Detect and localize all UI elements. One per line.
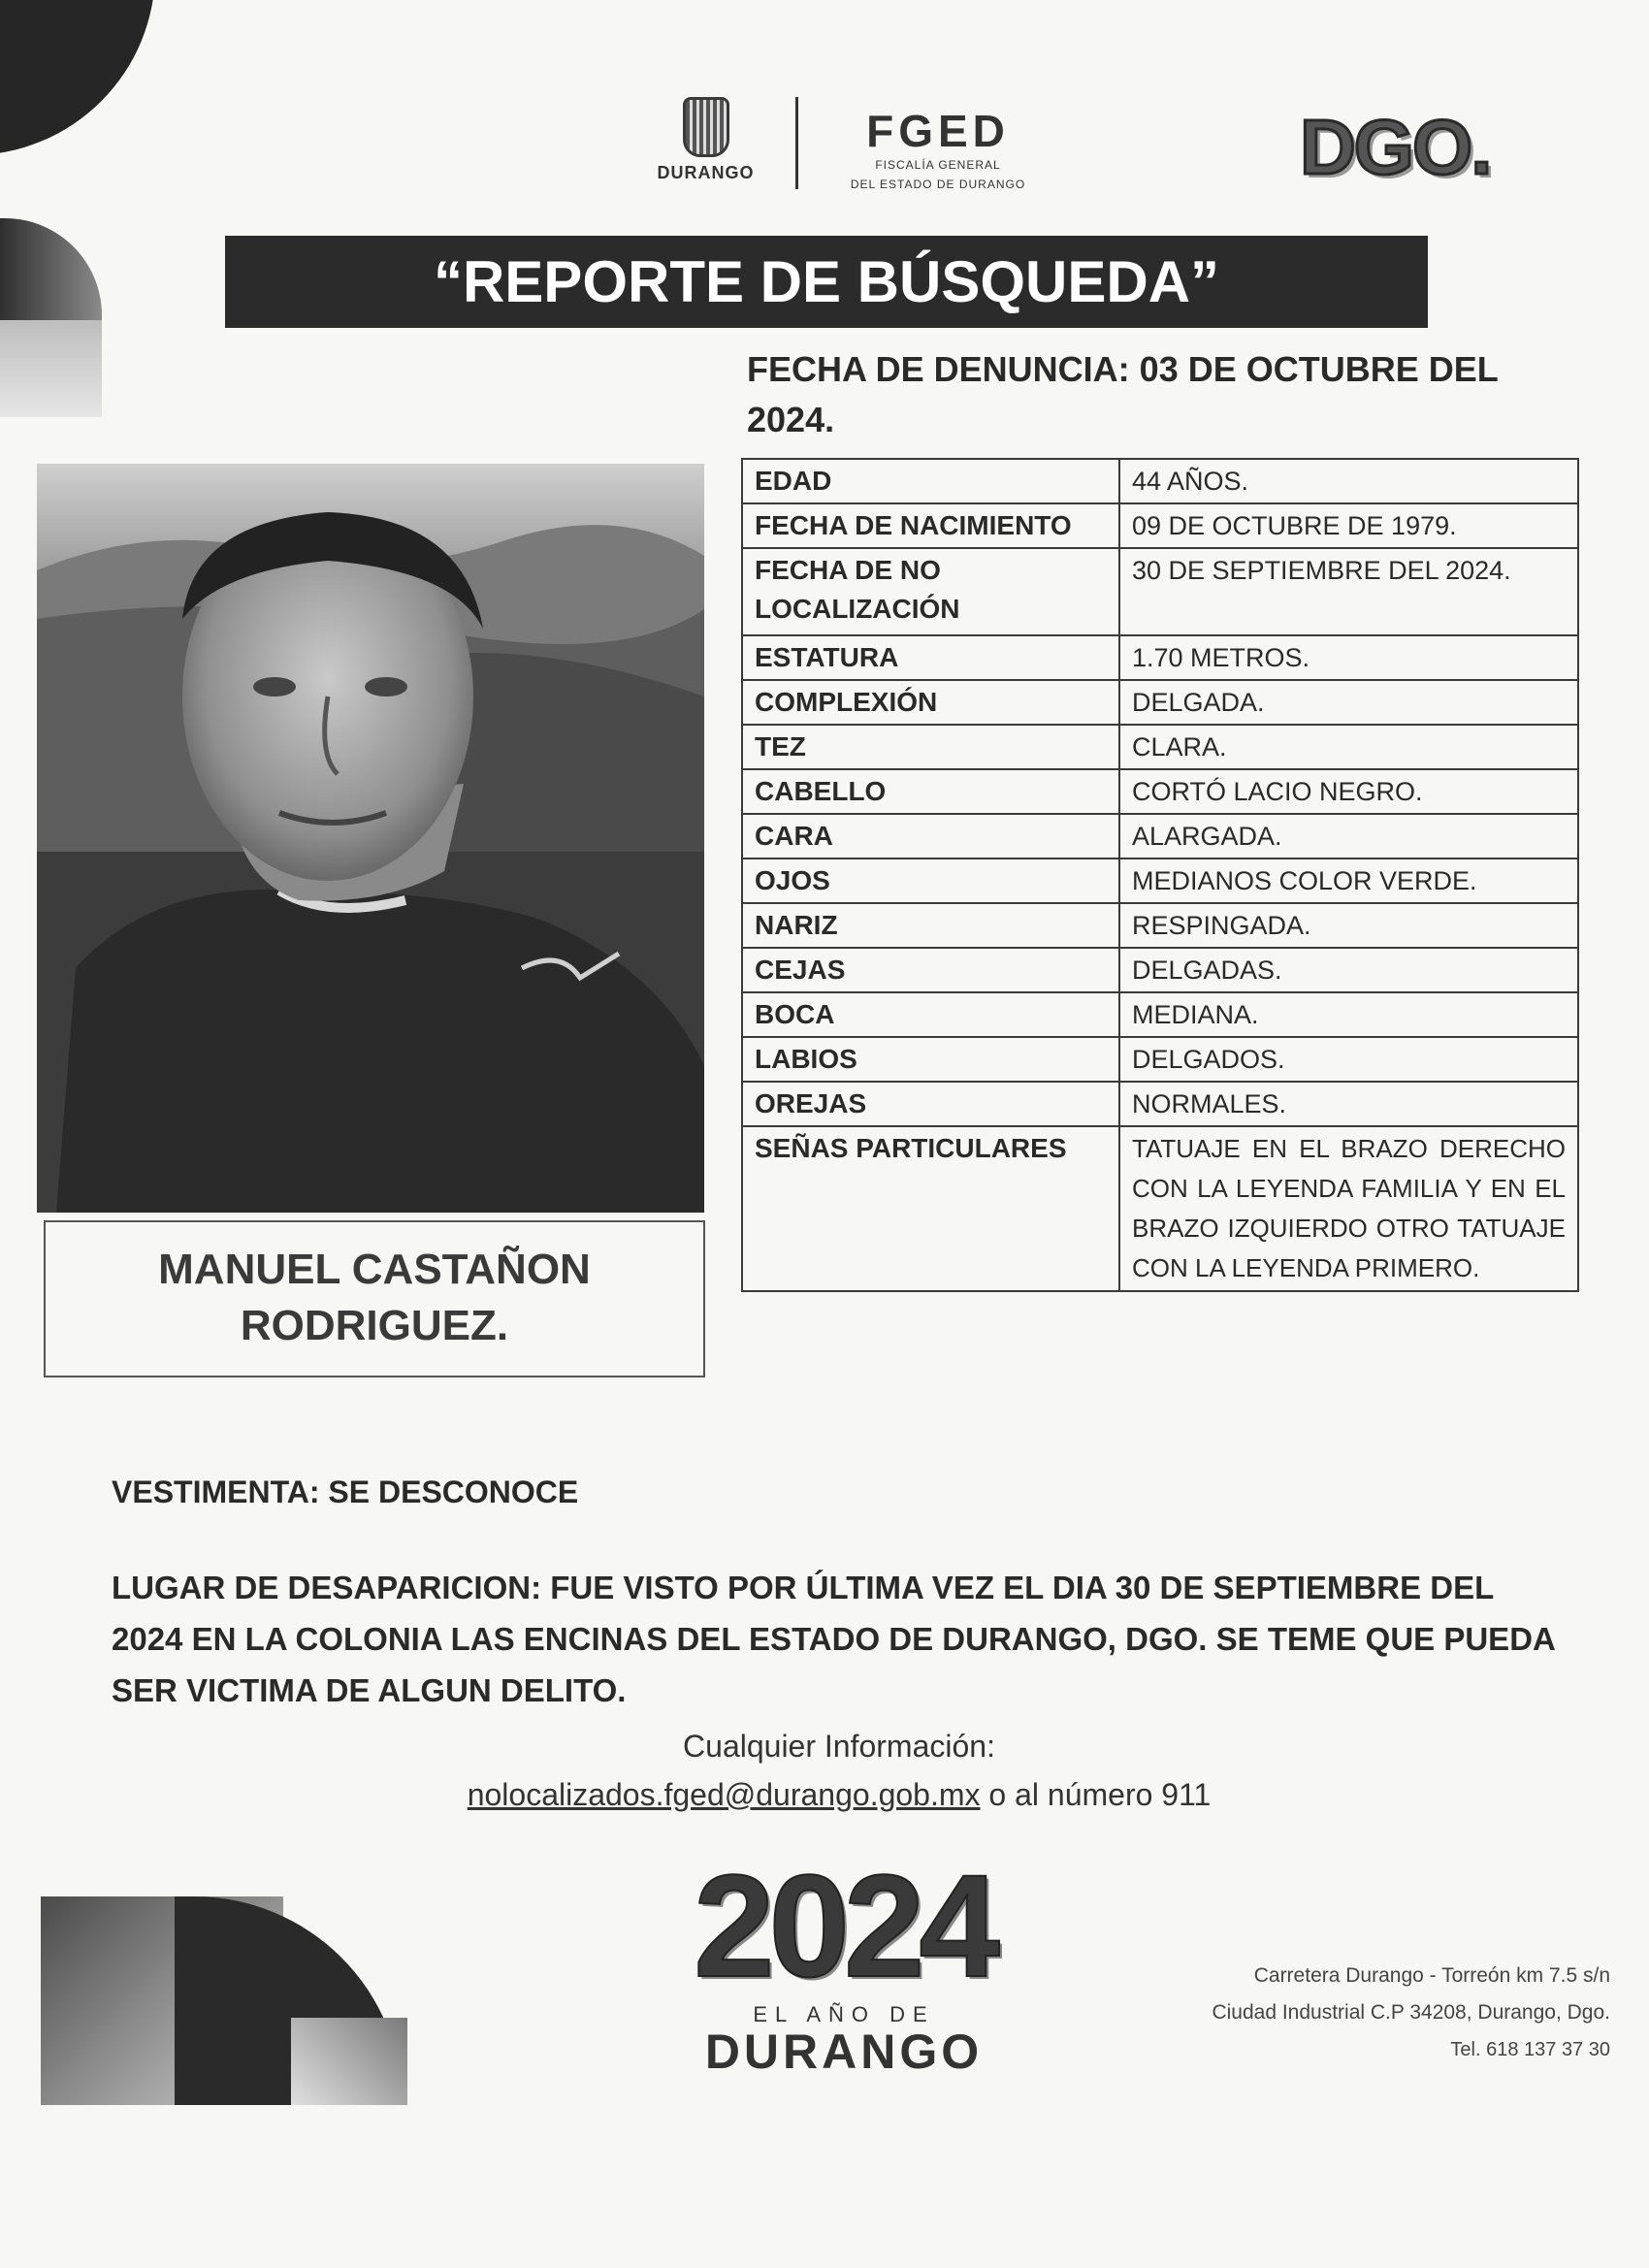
table-row <box>742 548 1578 635</box>
address-line-2: Ciudad Industrial C.P 34208, Durango, Dgo. <box>1212 2001 1610 2024</box>
detail-label: CARA <box>742 814 1119 859</box>
table-row <box>742 859 1578 903</box>
contact-phone-text: o al número 911 <box>988 1777 1212 1812</box>
person-name-box <box>44 1220 705 1377</box>
detail-value: CLARA. <box>1119 725 1578 769</box>
table-row <box>742 680 1578 725</box>
detail-label: BOCA <box>742 992 1119 1037</box>
table-row <box>742 992 1578 1037</box>
disappearance-place: LUGAR DE DESAPARICION: FUE VISTO POR ÚLTIMA VEZ EL DIA 30 DE SEPTIEMBRE DEL 2024 EN LA COLONIA LAS ENCINAS DEL ESTADO DE DURANGO, DGO. SE TEME QUE PUEDA SER VICTIMA DE ALGUN DELITO. <box>112 1570 1555 1708</box>
detail-value: DELGADA. <box>1119 680 1578 725</box>
report-date: FECHA DE DENUNCIA: 03 DE OCTUBRE DEL 2024. <box>747 349 1499 439</box>
detail-label: NARIZ <box>742 903 1119 948</box>
decorative-corner-shape <box>0 218 102 335</box>
detail-label: TEZ <box>742 725 1119 769</box>
contact-email-link[interactable]: nolocalizados.fged@durango.gob.mx <box>467 1777 981 1812</box>
address-line-1: Carretera Durango - Torreón km 7.5 s/n <box>1253 1964 1610 1987</box>
detail-label: EDAD <box>742 459 1119 503</box>
clothing-info: VESTIMENTA: SE DESCONOCE <box>112 1474 579 1509</box>
detail-value: DELGADOS. <box>1119 1037 1578 1082</box>
decorative-corner-circle <box>0 0 155 155</box>
detail-label: OJOS <box>742 859 1119 903</box>
person-name-line2: RODRIGUEZ. <box>240 1302 509 1349</box>
detail-label: FECHA DE NO LOCALIZACIÓN <box>742 548 1119 635</box>
decorative-corner-block <box>0 320 102 417</box>
person-photo-image <box>37 464 704 1213</box>
durango-crest-icon <box>683 97 729 157</box>
fged-subtitle-2: DEL ESTADO DE DURANGO <box>850 177 1026 191</box>
detail-value: MEDIANA. <box>1119 992 1578 1037</box>
person-photo <box>37 464 704 1213</box>
detail-label: ESTATURA <box>742 635 1119 680</box>
fged-subtitle-1: FISCALÍA GENERAL <box>875 158 1001 172</box>
detail-label: SEÑAS PARTICULARES <box>742 1126 1119 1291</box>
detail-value: TATUAJE EN EL BRAZO DERECHO CON LA LEYENDA FAMILIA Y EN EL BRAZO IZQUIERDO OTRO TATUAJE CON LA LEYENDA PRIMERO. <box>1119 1126 1578 1291</box>
dgo-logo: DGO. <box>1300 104 1491 190</box>
table-row <box>742 814 1578 859</box>
detail-value: MEDIANOS COLOR VERDE. <box>1119 859 1578 903</box>
detail-label: LABIOS <box>742 1037 1119 1082</box>
detail-label: CABELLO <box>742 769 1119 814</box>
contact-title: Cualquier Información: <box>683 1729 995 1764</box>
detail-label: OREJAS <box>742 1082 1119 1126</box>
table-row <box>742 635 1578 680</box>
year-logo-caption: EL AÑO DE <box>753 2002 935 2026</box>
detail-value: 1.70 METROS. <box>1119 635 1578 680</box>
detail-value: 44 AÑOS. <box>1119 459 1578 503</box>
person-name-line1: MANUEL CASTAÑON <box>158 1246 591 1293</box>
page-title: “REPORTE DE BÚSQUEDA” <box>225 236 1428 328</box>
table-row <box>742 1082 1578 1126</box>
table-row <box>742 459 1578 503</box>
detail-value: 09 DE OCTUBRE DE 1979. <box>1119 503 1578 548</box>
table-row <box>742 903 1578 948</box>
contact-line <box>0 1777 1649 1813</box>
detail-value: CORTÓ LACIO NEGRO. <box>1119 769 1578 814</box>
table-row <box>742 725 1578 769</box>
table-row <box>742 769 1578 814</box>
detail-label: FECHA DE NACIMIENTO <box>742 503 1119 548</box>
table-row <box>742 948 1578 992</box>
office-address <box>1086 1958 1610 2068</box>
durango-logo <box>621 97 791 194</box>
detail-value: 30 DE SEPTIEMBRE DEL 2024. <box>1119 548 1578 635</box>
detail-value: NORMALES. <box>1119 1082 1578 1126</box>
address-phone: Tel. 618 137 37 30 <box>1450 2039 1610 2060</box>
year-of-durango-logo <box>645 1844 1043 2105</box>
detail-value: ALARGADA. <box>1119 814 1578 859</box>
year-logo-number: 2024 <box>694 1844 994 2007</box>
detail-value: RESPINGADA. <box>1119 903 1578 948</box>
table-row <box>742 1126 1578 1291</box>
detail-value: DELGADAS. <box>1119 948 1578 992</box>
logo-divider <box>795 97 798 189</box>
table-row <box>742 503 1578 548</box>
durango-logo-text: DURANGO <box>657 163 755 182</box>
person-details-table <box>741 458 1579 1292</box>
detail-label: COMPLEXIÓN <box>742 680 1119 725</box>
detail-label: CEJAS <box>742 948 1119 992</box>
fged-logo <box>836 106 1040 192</box>
table-row <box>742 1037 1578 1082</box>
decorative-footer-tile <box>291 2018 407 2105</box>
year-logo-place: DURANGO <box>704 2025 984 2079</box>
fged-title: FGED <box>866 106 1010 156</box>
